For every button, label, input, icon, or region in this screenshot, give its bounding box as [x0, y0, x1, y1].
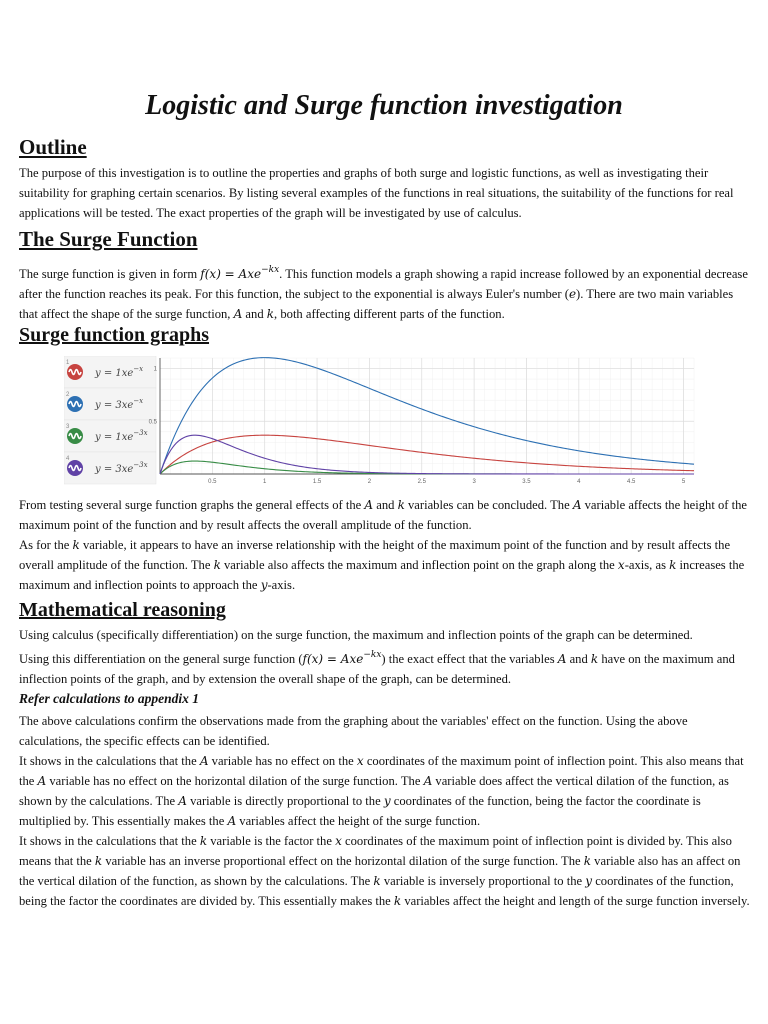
legend-row: [64, 356, 156, 388]
legend-index: 3: [66, 424, 70, 430]
reasoning-formula: f(x) = Axe: [302, 652, 364, 666]
graphs-heading: Surge function graphs: [19, 324, 210, 346]
p3b: variable is the factor the: [207, 834, 336, 848]
x-tick-label: 1.5: [312, 479, 322, 485]
p2d: variable has no effect on the horizontal dilation of the surge function. The: [46, 774, 424, 788]
legend-label: $y = 1xe^{-3x}$: [95, 429, 148, 443]
effects-l2a: As for the: [19, 538, 73, 552]
p2a: It shows in the calculations that the: [19, 754, 200, 768]
legend-row: [64, 420, 156, 452]
y-tick-label: 1: [153, 366, 157, 373]
surge-text-c: ). There are two main variables that affect the shape of the surge function,: [19, 287, 734, 321]
var-k: k: [397, 498, 405, 512]
x-tick-label: 1: [263, 479, 267, 485]
legend-row: [64, 452, 156, 484]
var-A: A: [364, 498, 374, 512]
effects-l2d: -axis, as: [624, 558, 670, 572]
var-k: k: [266, 307, 275, 321]
var-A: A: [37, 774, 47, 788]
reasoning-l2a: Using this differentiation on the general surge function (: [19, 652, 303, 666]
var-k: k: [393, 894, 402, 908]
surge-paragraph: [19, 260, 751, 324]
effects-paragraph: [19, 495, 751, 595]
var-A: A: [572, 498, 582, 512]
effects-and: and: [373, 498, 398, 512]
var-y: y: [585, 874, 593, 888]
outline-text: The purpose of this investigation is to outline the properties and graphs of both surge and logistic functions, as well as investigating their suitability for graphing certain scenarios. By listing several examples of the functions in real situations, the suitability of the functions for real applications will be tested. The exact properties of the graph will be investigated by use of calculus.: [19, 166, 734, 220]
legend-index: 2: [66, 392, 70, 398]
legend-row: [64, 388, 156, 420]
plot-area: [149, 358, 694, 485]
var-k: k: [213, 558, 221, 572]
y-tick-label: 0.5: [148, 419, 157, 426]
p3g: coordinates of the function, being the factor the coordinates are divided by. This essentially makes the: [19, 874, 734, 908]
p2e: variable does affect the vertical dilation of the function, as shown by the calculations. The: [19, 774, 729, 808]
page-title: Logistic and Surge function investigation: [145, 90, 623, 121]
var-A: A: [227, 814, 237, 828]
reasoning-body: [19, 711, 751, 911]
surge-graph-svg: [64, 356, 696, 486]
var-A: A: [233, 307, 243, 321]
x-tick-label: 0.5: [208, 479, 217, 485]
effects-l1c: variable affects the height of the maximum point of the function and by result affects the overall amplitude of the function.: [19, 498, 747, 532]
legend-panel: [64, 356, 156, 486]
legend-label: $y = 3xe^{-3x}$: [95, 461, 148, 475]
var-k: k: [94, 854, 103, 868]
var-x: x: [356, 754, 364, 768]
p2g: coordinates of the function, being the factor the coordinate is multiplied by. This essentially makes the: [19, 794, 701, 828]
var-A: A: [557, 652, 567, 666]
effects-l2f: -axis.: [267, 578, 296, 592]
p3a: It shows in the calculations that the: [19, 834, 200, 848]
reasoning-and: and: [566, 652, 591, 666]
x-tick-label: 3: [472, 479, 476, 485]
x-tick-label: 3.5: [522, 479, 531, 485]
surge-text-a: The surge function is given in form: [19, 267, 201, 281]
var-A: A: [178, 794, 187, 808]
var-k: k: [583, 854, 592, 868]
reasoning-l2b: ) the exact effect that the variables: [381, 652, 558, 666]
x-tick-label: 4.5: [627, 479, 636, 485]
surge-graph: [64, 356, 696, 486]
effects-l1a: From testing several surge function graphs the general effects of the: [19, 498, 365, 512]
surge-text-d: , both affecting different parts of the function.: [274, 307, 505, 321]
surge-formula-exponent: −kx: [261, 265, 280, 275]
p2f: variable is directly proportional to the: [186, 794, 384, 808]
reasoning-formula-exponent: −kx: [363, 650, 382, 660]
legend-label: $y = 1xe^{-x}$: [95, 365, 144, 379]
var-x: x: [617, 558, 625, 572]
p2h: variables affect the height of the surge function.: [236, 814, 481, 828]
p3h: variables affect the height and length of the surge function inversely.: [401, 894, 750, 908]
outline-paragraph: [19, 163, 751, 223]
legend-index: 4: [66, 456, 70, 462]
euler-symbol: e: [568, 287, 577, 301]
effects-l2b: variable, it appears to have an inverse relationship with the height of the maximum point of the function and by result affects the overall amplitude of the function. The: [19, 538, 731, 572]
p3e: variable also has an affect on the vertical dilation of the function, as shown by the calculations. The: [19, 854, 741, 888]
reasoning-p1: The above calculations confirm the observations made from the graphing about the variables' effect on the function. Using the above calculations, the specific effects can be identified.: [19, 714, 688, 748]
surge-text-and: and: [242, 307, 267, 321]
p3d: variable has an inverse proportional effect on the horizontal dilation of the surge function. The: [102, 854, 584, 868]
x-tick-label: 2.5: [417, 479, 426, 485]
reasoning-intro: [19, 625, 751, 689]
effects-l2c: variable also affects the maximum and inflection point on the graph along the: [220, 558, 618, 572]
var-k: k: [199, 834, 208, 848]
plot-background: [160, 358, 694, 474]
var-k: k: [373, 874, 381, 888]
var-y: y: [383, 794, 391, 808]
var-k: k: [669, 558, 677, 572]
x-tick-label: 2: [367, 479, 372, 485]
outline-heading: Outline: [19, 135, 87, 159]
appendix-reference: Refer calculations to appendix 1: [19, 691, 199, 706]
reasoning-heading: Mathematical reasoning: [19, 599, 226, 621]
var-k: k: [590, 652, 599, 666]
var-x: x: [335, 834, 342, 848]
surge-formula: f(x) = Axe: [200, 267, 262, 281]
surge-heading: The Surge Function: [19, 227, 198, 251]
var-y: y: [260, 578, 268, 592]
p3f: variable is inversely proportional to the: [380, 874, 586, 888]
p3c: coordinates of the maximum point of inflection point is divided by. This also means that the: [19, 834, 732, 868]
x-tick-label: 4: [577, 479, 581, 485]
p2c: coordinates of the maximum point of inflection point. This also means that the: [19, 754, 744, 788]
var-A: A: [199, 754, 209, 768]
reasoning-l2c: have on the maximum and inflection points of the graph, and by extension the overall shape of the graph, can be determined.: [19, 652, 735, 686]
legend-label: $y = 3xe^{-x}$: [95, 397, 144, 411]
reasoning-l1: Using calculus (specifically differentiation) on the surge function, the maximum and inflection points of the graph can be determined.: [19, 628, 693, 642]
var-A: A: [423, 774, 433, 788]
p2b: variable has no effect on the: [208, 754, 357, 768]
surge-text-b: . This function models a graph showing a rapid increase followed by an exponential decrease after the function reaches its peak. For this function, the subject to the exponential is always Euler's number (: [19, 267, 748, 301]
effects-l2e: increases the maximum and inflection points to approach the: [19, 558, 745, 592]
effects-l1b: variables can be concluded. The: [404, 498, 573, 512]
x-tick-label: 5: [681, 479, 686, 485]
var-k: k: [72, 538, 80, 552]
legend-index: 1: [66, 360, 70, 366]
